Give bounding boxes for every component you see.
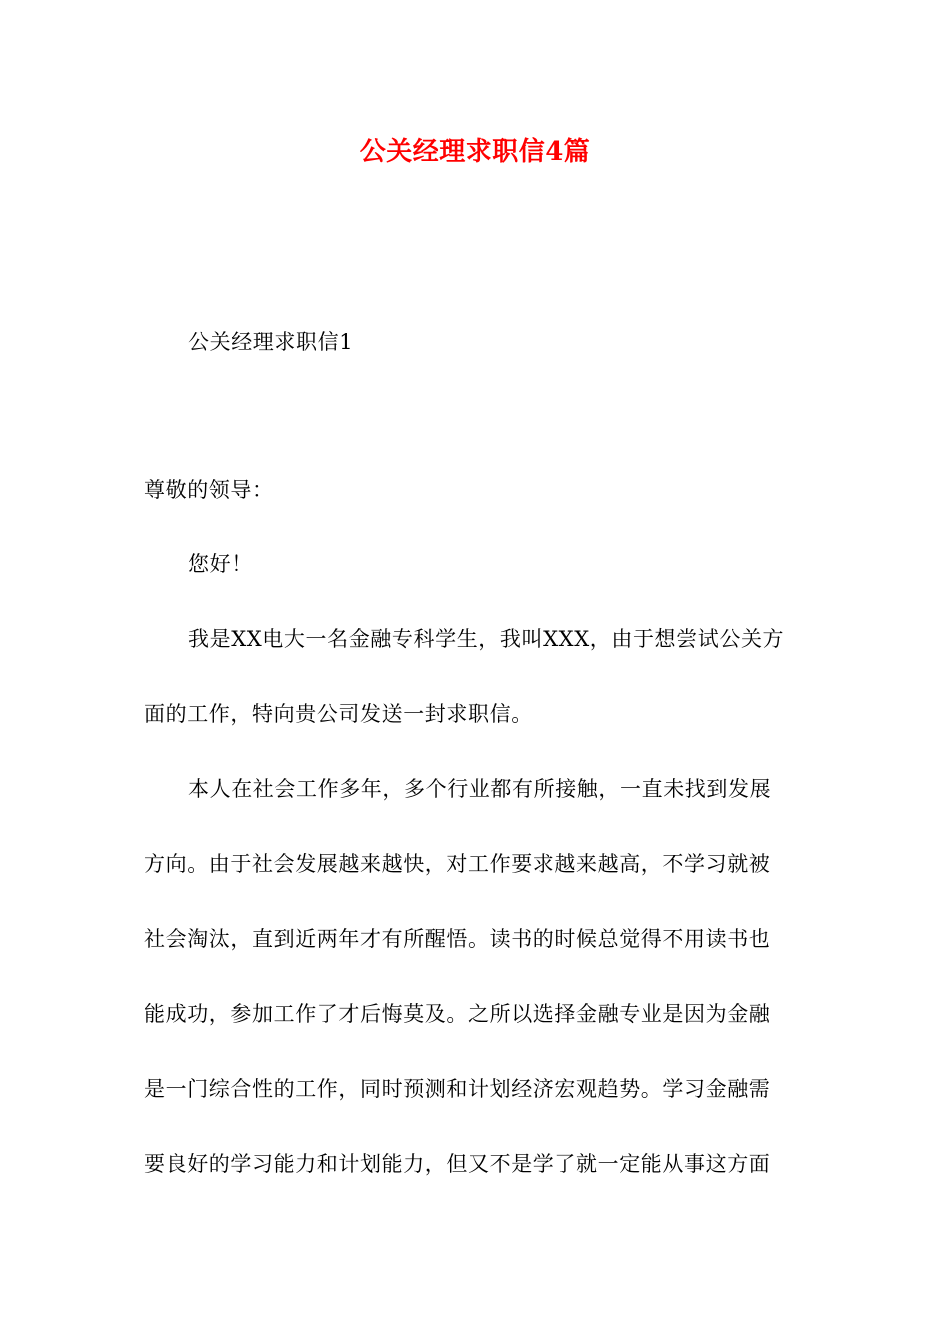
paragraph-line: 是一门综合性的工作，同时预测和计划经济宏观趋势。学习金融需 bbox=[144, 1077, 771, 1101]
document-title: 公关经理求职信4篇 bbox=[359, 137, 591, 167]
paragraph-line: 我是XX电大一名金融专科学生，我叫XXX，由于想尝试公关方 bbox=[188, 627, 785, 651]
paragraph-line: 要良好的学习能力和计划能力，但又不是学了就一定能从事这方面 bbox=[144, 1152, 771, 1176]
greeting: 您好！ bbox=[188, 552, 253, 576]
salutation: 尊敬的领导： bbox=[144, 478, 274, 502]
paragraph-line: 面的工作，特向贵公司发送一封求职信。 bbox=[144, 702, 533, 726]
paragraph-line: 社会淘汰，直到近两年才有所醒悟。读书的时候总觉得不用读书也 bbox=[144, 927, 771, 951]
paragraph-line: 方向。由于社会发展越来越快，对工作要求越来越高，不学习就被 bbox=[144, 852, 771, 876]
paragraph-line: 本人在社会工作多年，多个行业都有所接触，一直未找到发展 bbox=[188, 777, 772, 801]
section-heading: 公关经理求职信1 bbox=[188, 330, 354, 354]
paragraph-line: 能成功，参加工作了才后悔莫及。之所以选择金融专业是因为金融 bbox=[144, 1002, 771, 1026]
